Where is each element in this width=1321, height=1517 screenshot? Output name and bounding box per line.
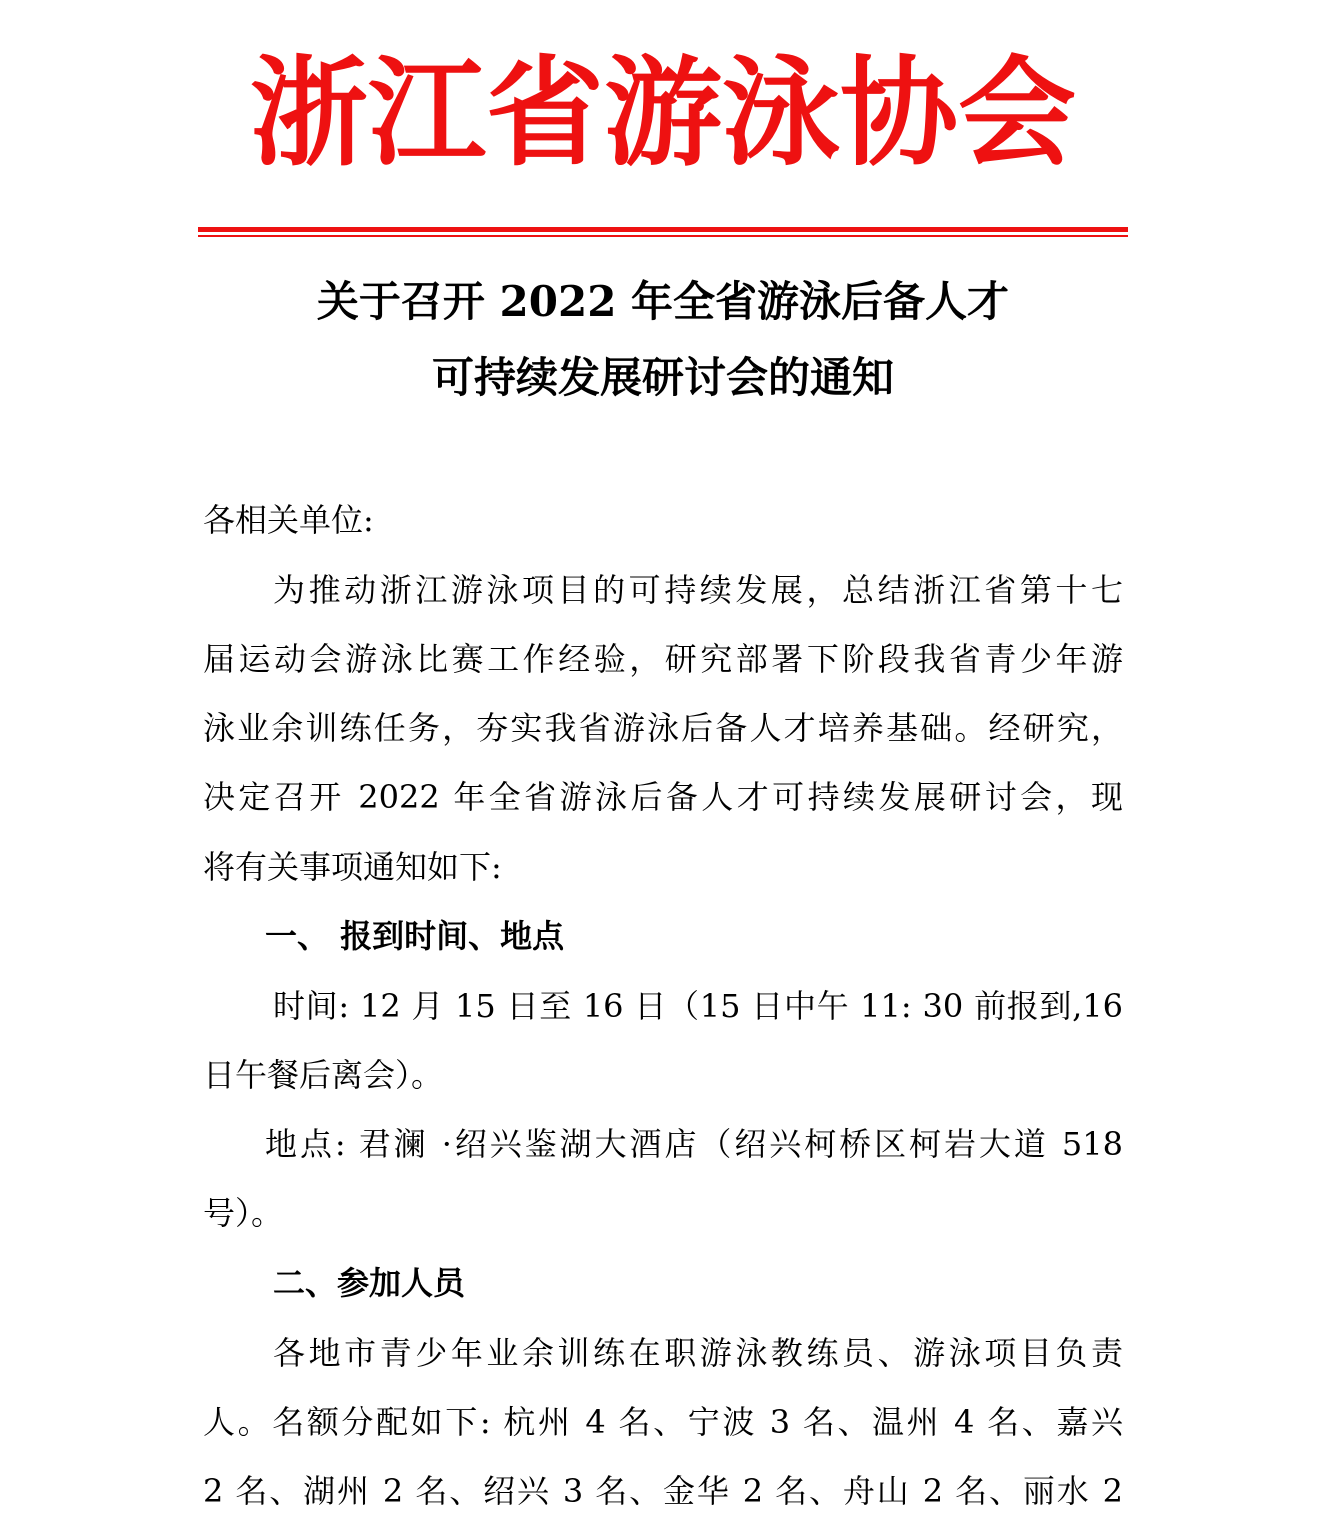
section-1-place-line-2: 号）。 <box>203 1194 284 1232</box>
intro-line-2: 届运动会游泳比赛工作经验，研究部署下阶段我省青少年游 <box>203 640 1123 678</box>
letterhead-rule-thin <box>198 235 1128 237</box>
section-1-heading: 一、 报到时间、地点 <box>265 917 565 955</box>
section-2-heading: 二、参加人员 <box>273 1264 466 1302</box>
section-1-place-line-1: 地点: 君澜 ·绍兴鉴湖大酒店（绍兴柯桥区柯岩大道 518 <box>265 1125 1123 1163</box>
letterhead-org-name: 浙江省游泳协会 <box>249 43 1076 182</box>
section-1-time-line-2: 日午餐后离会）。 <box>203 1056 444 1094</box>
intro-line-3: 泳业余训练任务，夯实我省游泳后备人才培养基础。经研究， <box>203 709 1123 747</box>
document-title-line-1: 关于召开 2022 年全省游泳后备人才 <box>316 277 1010 326</box>
letterhead-rule-thick <box>198 227 1128 232</box>
document-title-line-2: 可持续发展研讨会的通知 <box>431 353 894 402</box>
section-1-time-line-1: 时间: 12 月 15 日至 16 日（15 日中午 11: 30 前报到,16 <box>273 987 1123 1025</box>
intro-line-1: 为推动浙江游泳项目的可持续发展，总结浙江省第十七 <box>273 571 1123 609</box>
section-2-line-1: 各地市青少年业余训练在职游泳教练员、游泳项目负责 <box>273 1334 1123 1372</box>
salutation: 各相关单位: <box>203 501 374 539</box>
section-2-line-3: 2 名、湖州 2 名、绍兴 3 名、金华 2 名、舟山 2 名、丽水 2 <box>203 1472 1123 1510</box>
intro-line-4: 决定召开 2022 年全省游泳后备人才可持续发展研讨会，现 <box>203 778 1123 816</box>
intro-line-5: 将有关事项通知如下: <box>203 848 502 886</box>
section-2-line-2: 人。名额分配如下: 杭州 4 名、宁波 3 名、温州 4 名、嘉兴 <box>203 1403 1123 1441</box>
